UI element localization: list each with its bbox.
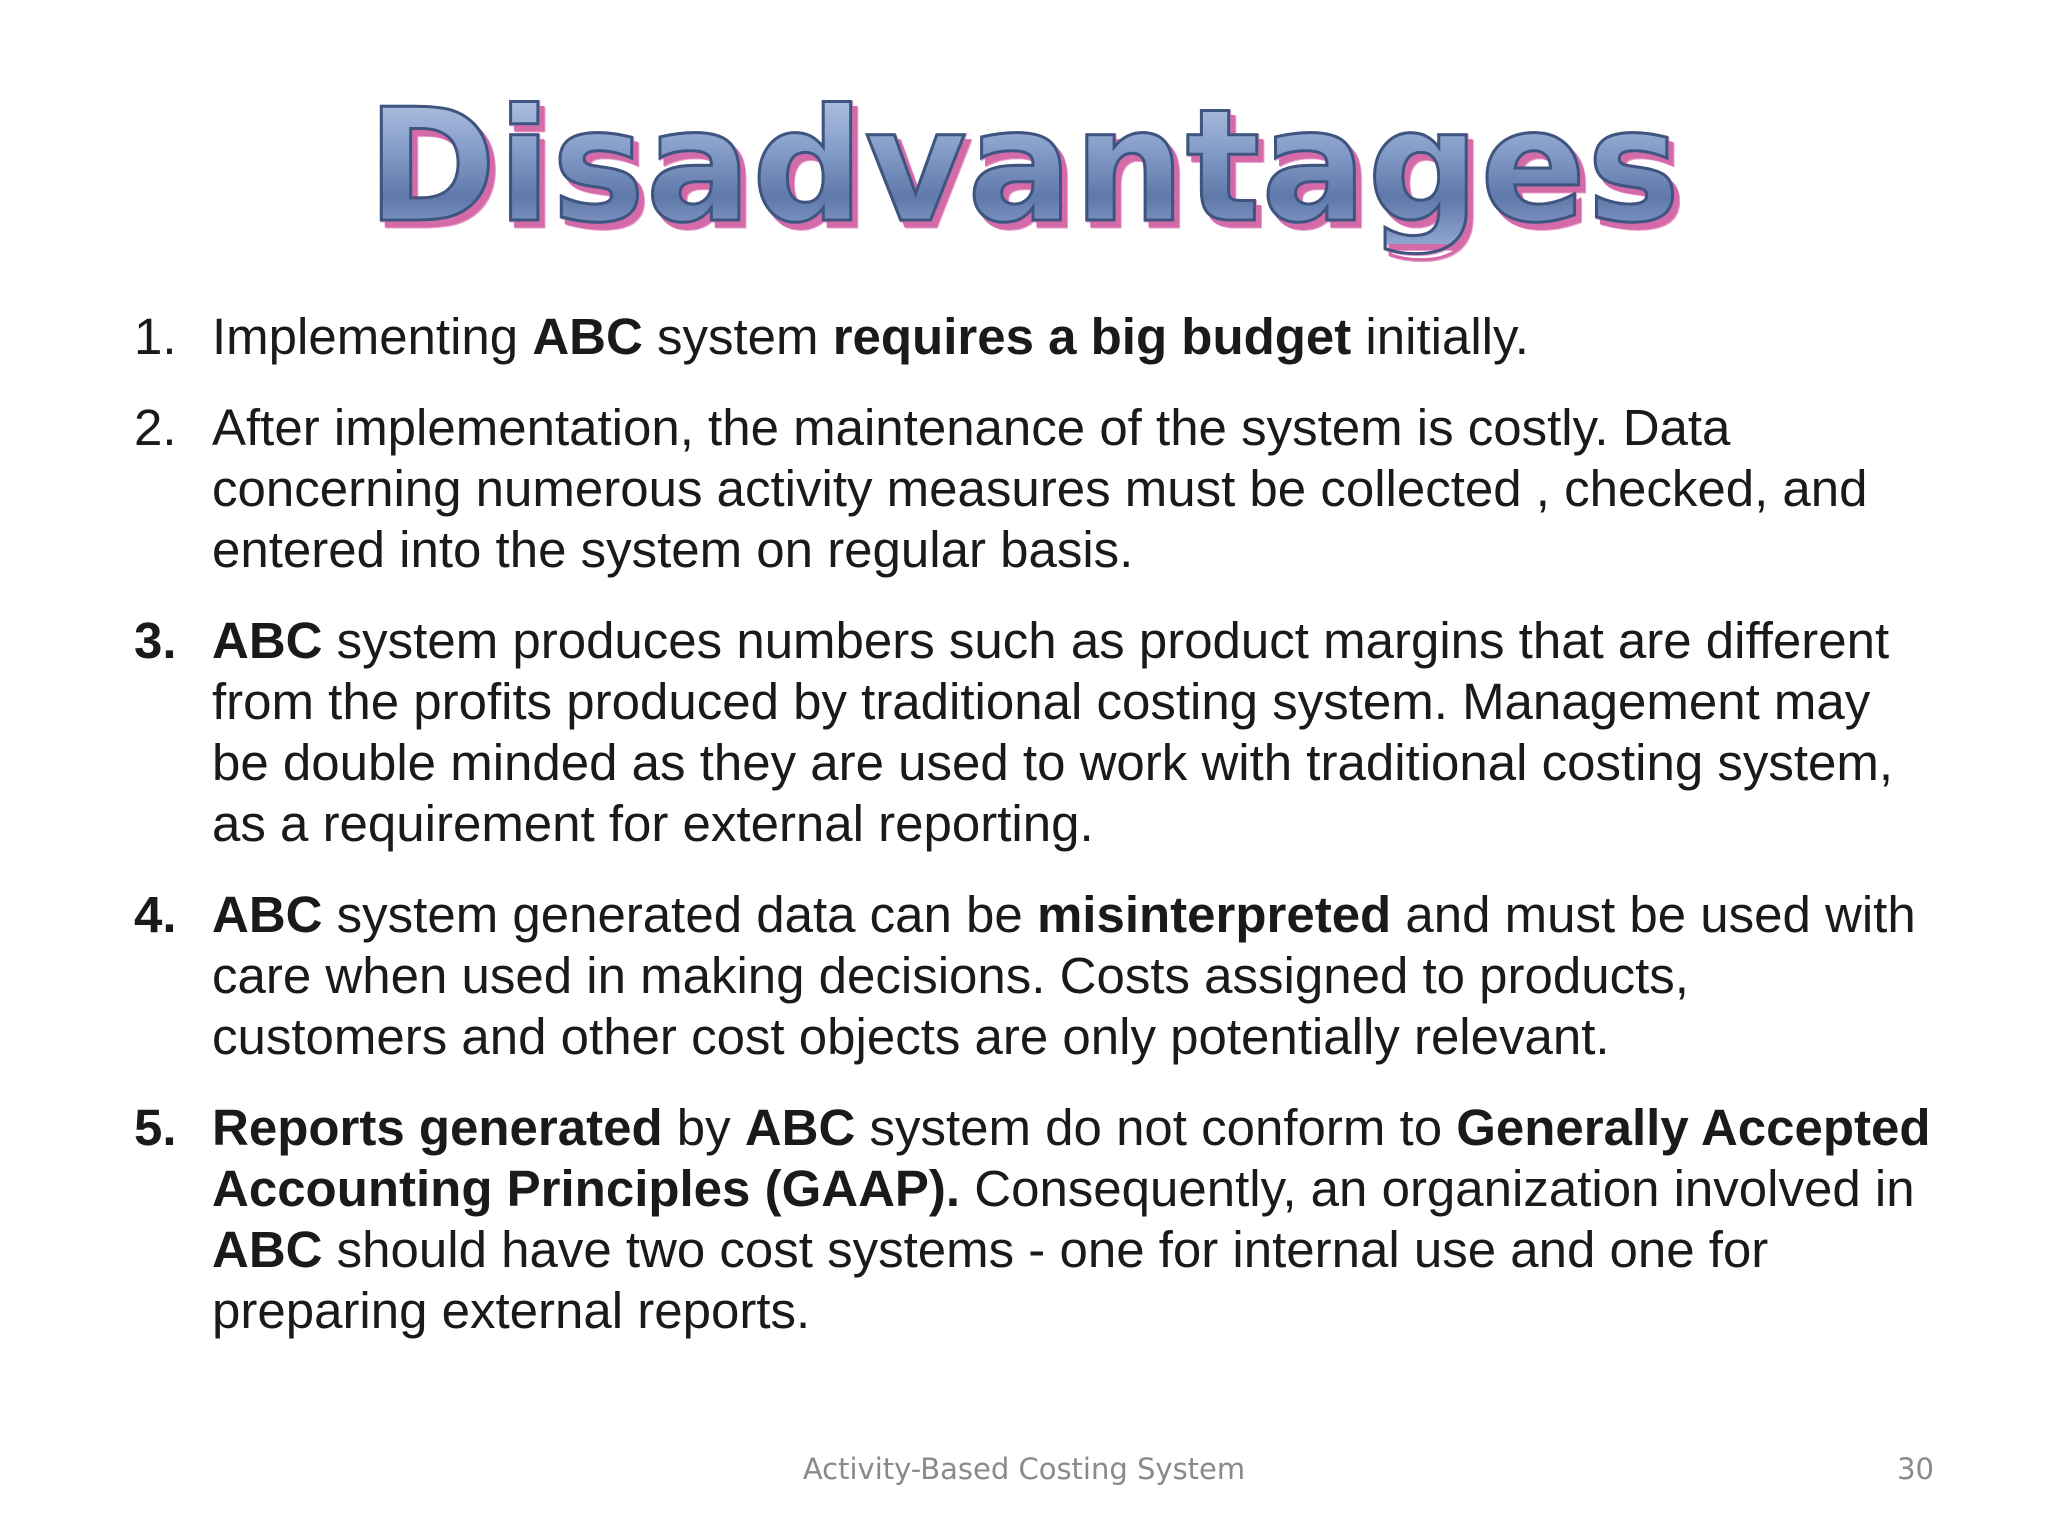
slide-title: Disadvantages — [367, 75, 1681, 257]
page-number: 30 — [1897, 1452, 1934, 1486]
list-item-number: 4. — [134, 886, 177, 943]
body-text: should have two cost systems - one for internal use and one for preparing external reports. — [212, 1221, 1769, 1339]
emphasis-text: ABC — [744, 1099, 856, 1156]
emphasis-text: ABC — [212, 1221, 323, 1278]
body-text: system generated data can be — [322, 886, 1037, 943]
list-item-text — [212, 308, 1529, 365]
list-item-number: 2. — [134, 399, 177, 456]
list-item-text — [212, 886, 1916, 1065]
list-item — [134, 610, 1934, 854]
body-text: Consequently, an organization involved in — [960, 1160, 1915, 1217]
list-item-text — [212, 399, 1868, 578]
emphasis-text: misinterpreted — [1036, 886, 1392, 943]
title-container — [0, 75, 2048, 257]
body-text: system produces numbers such as product margins that are different from the profits produced by traditional costing system. Management may be double minded as they are used to work with traditional costing system, as a requirement for external reporting. — [212, 612, 1894, 852]
emphasis-text: ABC — [212, 612, 323, 669]
body-text: initially. — [1351, 308, 1529, 365]
list-item — [134, 397, 1934, 580]
list-item-text — [212, 1099, 1931, 1339]
emphasis-text: requires a big budget — [832, 308, 1352, 365]
body-text: After implementation, the maintenance of the system is costly. Data concerning numerous activity measures must be collected , checked, and entered into the system on regular basis. — [212, 399, 1868, 578]
list-item-number: 5. — [134, 1099, 177, 1156]
list-item — [134, 884, 1934, 1067]
emphasis-text: ABC — [532, 308, 643, 365]
body-text: system — [642, 308, 833, 365]
body-text: system do not conform to — [855, 1099, 1457, 1156]
list-item-number: 3. — [134, 612, 177, 669]
list-item — [134, 1097, 1934, 1341]
emphasis-text: ABC — [212, 886, 323, 943]
body-text: Implementing — [212, 308, 533, 365]
list-item-number: 1. — [134, 308, 177, 365]
list-item-text — [212, 612, 1893, 852]
body-text: by — [662, 1099, 745, 1156]
body-text: and must be used with care when used in making decisions. Costs assigned to products, customers and other cost objects are only potentially relevant. — [212, 886, 1916, 1065]
footer-text: Activity-Based Costing System — [802, 1452, 1246, 1486]
emphasis-text: Generally Accepted Accounting Principles (GAAP). — [212, 1099, 1931, 1217]
emphasis-text: Reports generated — [212, 1099, 663, 1156]
disadvantages-list — [134, 306, 1934, 1371]
list-item — [134, 306, 1934, 367]
